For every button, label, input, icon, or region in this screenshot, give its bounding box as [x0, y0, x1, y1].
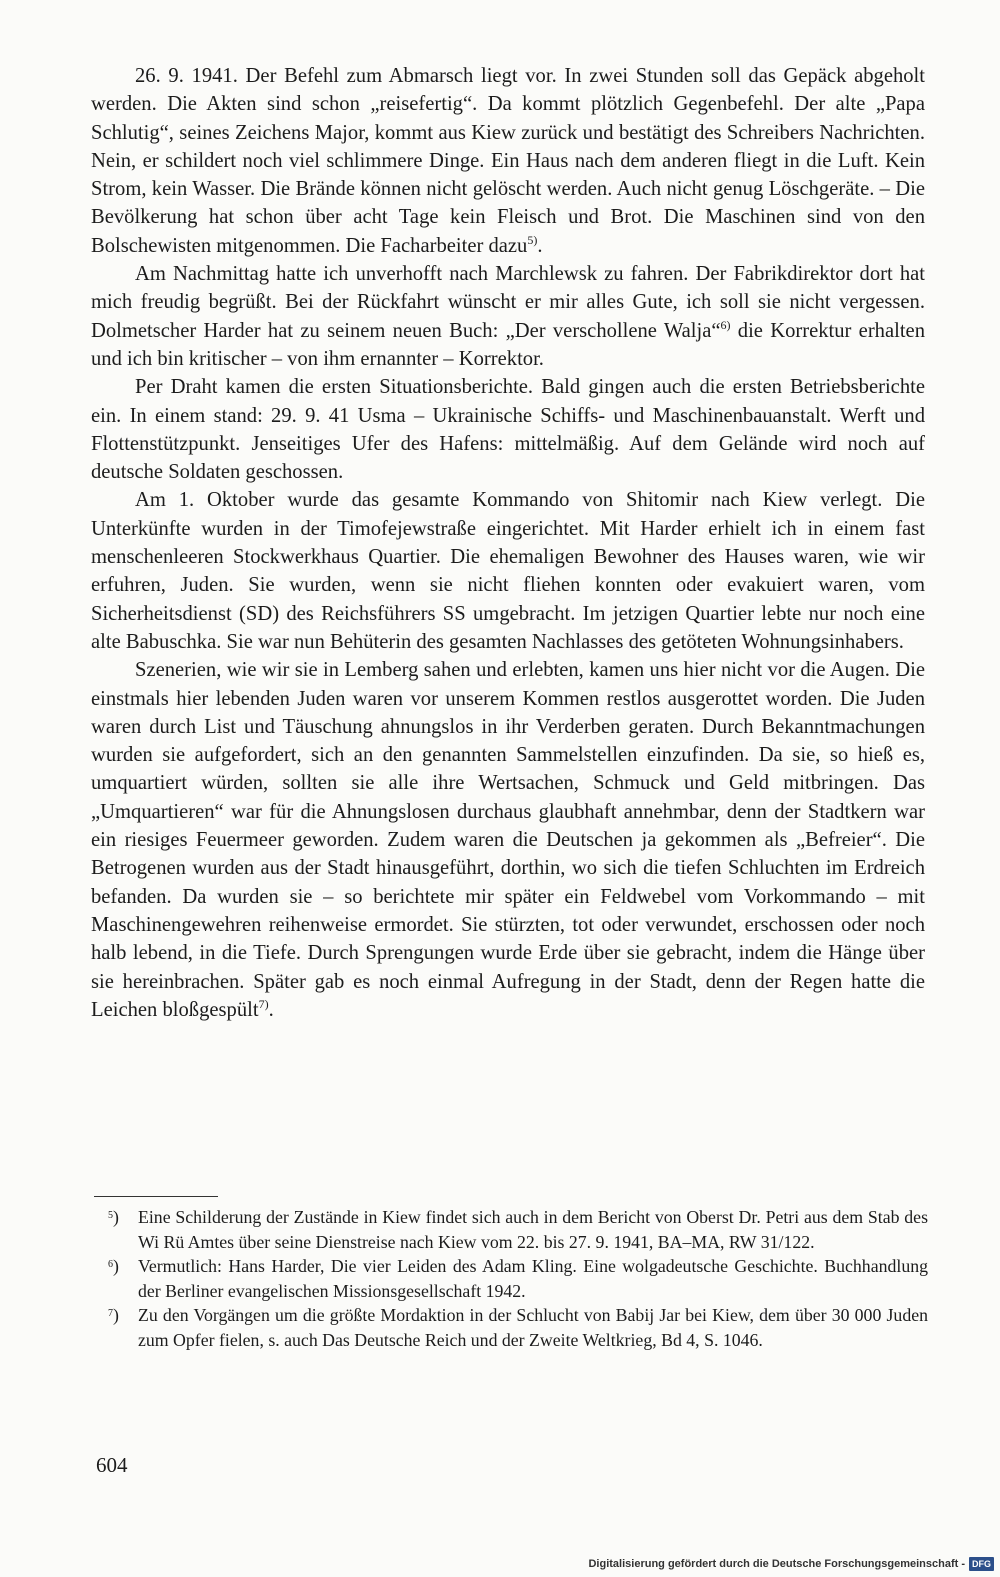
paragraph: [91, 486, 925, 656]
paragraph-text: .: [268, 998, 274, 1021]
footnote-text: Vermutlich: Hans Harder, Die vier Leiden des Adam Kling. Eine wolgadeutsche Geschichte. Buchhandlung der Berliner evangelischen Missionsgesellschaft 1942.: [138, 1256, 928, 1301]
footnote-number: 5: [108, 1210, 113, 1221]
footnote-mark: $^7$): [108, 1305, 119, 1326]
paragraph-text: Am Nachmittag hatte ich unverhofft nach Marchlewsk zu fahren. Der Fabrikdirektor dort hat mich freudig begrüßt. Bei der Rückfahrt wünscht er mir alles Gute, ich soll sie nicht vergessen. Dolmetscher Harder hat zu seinem neuen Buch: „Der verschollene Walja“: [91, 263, 925, 342]
footnote-text: Eine Schilderung der Zustände in Kiew findet sich auch in dem Bericht von Oberst Dr. Petri aus dem Stab des Wi Rü Amtes über seine Dienstreise nach Kiew vom 22. bis 27. 9. 1941, BA–MA, RW 31/122.: [138, 1207, 928, 1252]
footnote: [108, 1303, 928, 1352]
footnote-mark: $^6$): [108, 1256, 119, 1277]
digitization-credit: [588, 1557, 994, 1571]
paragraph-text: Per Draht kamen die ersten Situationsberichte. Bald gingen auch die ersten Betriebsberichte ein. In einem stand: 29. 9. 41 Usma – Ukrainische Schiffs- und Maschinenbauanstalt. Werft und Flottenstützpunkt. Jenseitiges Ufer des Hafens: mittelmäßig. Auf dem Gelände wird noch auf deutsche Soldaten geschossen.: [91, 376, 925, 484]
paragraph: [91, 373, 925, 486]
footnote: [108, 1205, 928, 1254]
footnotes: [108, 1205, 928, 1353]
paragraph-text: .: [537, 234, 543, 257]
paragraph: [91, 260, 925, 373]
footnote-mark: $^5$): [108, 1207, 119, 1227]
footnote: [108, 1254, 928, 1303]
dfg-logo-icon: DFG: [969, 1557, 994, 1571]
paragraph-text: die Korrektur erhalten und ich bin kritischer – von ihm ernannter – Korrektor.: [91, 319, 925, 370]
paragraph-text: Am 1. Oktober wurde das gesamte Kommando von Shitomir nach Kiew verlegt. Die Unterkünfte wurden in der Timofejewstraße eingerichtet. Mit Harder erhielt ich in einem fast menschenleeren Stockwerkhaus Quartier. Die ehemaligen Bewohner des Hauses waren, wie wir erfuhren, Juden. Sie wurden, wenn sie nicht fliehen konnten oder evakuiert waren, vom Sicherheitsdienst (SD) des Reichsführers SS umgebracht. Im jetzigen Quartier lebte nur noch eine alte Babuschka. Sie war nun Behüterin des gesamten Nachlasses des getöteten Wohnungsinhabers.: [91, 489, 925, 653]
footnote-number: 6: [108, 1259, 113, 1271]
footnote-ref[interactable]: 7): [258, 996, 269, 1011]
credit-text: Digitalisierung gefördert durch die Deutsche Forschungsgemeinschaft -: [588, 1558, 965, 1570]
footnote-ref[interactable]: 5): [527, 232, 538, 247]
paragraph-text: 26. 9. 1941. Der Befehl zum Abmarsch liegt vor. In zwei Stunden soll das Gepäck abgeholt werden. Die Akten sind schon „reisefertig“. Da kommt plötzlich Gegenbefehl. Der alte „Papa Schlutig“, seines Zeichens Major, kommt aus Kiew zurück und bestätigt des Schreibers Nachrichten. Nein, er schildert noch viel schlimmere Dinge. Ein Haus nach dem anderen fliegt in die Luft. Kein Strom, kein Wasser. Die Brände können nicht gelöscht werden. Auch nicht genug Löschgeräte. – Die Bevölkerung hat schon über acht Tage kein Fleisch und Brot. Die Maschinen sind von den Bolschewisten mitgenommen. Die Facharbeiter dazu: [91, 65, 925, 257]
body-text: [91, 62, 925, 1024]
page-number: 604: [96, 1453, 128, 1477]
footnote-ref[interactable]: 6): [720, 317, 731, 332]
paragraph: [91, 62, 925, 260]
footnote-number: 7: [108, 1308, 113, 1320]
paragraph-text: Szenerien, wie wir sie in Lemberg sahen und erlebten, kamen uns hier nicht vor die Augen. Die einstmals hier lebenden Juden waren vor unserem Kommen restlos ausgerottet worden. Die Juden waren durch List und Täuschung ahnungslos in ihr Verderben geraten. Durch Bekanntmachungen wurden sie aufgefordert, sich an den genannten Sammelstellen einzufinden. Da sie, so hieß es, umquartiert würden, sollten sie alle ihre Wertsachen, Schmuck und Geld mitbringen. Das „Umquartieren“ war für die Ahnungslosen durchaus glaubhaft annehmbar, denn der Stadtkern war ein riesiges Feuermeer geworden. Zudem waren die Deutschen ja gekommen als „Befreier“. Die Betrogenen wurden aus der Stadt hinausgeführt, dorthin, wo sich die tiefen Schluchten im Erdreich befanden. Da wurden sie – so berichtete mir später ein Feldwebel vom Vorkommando – mit Maschinengewehren reihenweise ermordet. Sie stürzten, tot oder verwundet, erschossen oder noch halb lebend, in die Tiefe. Durch Sprengungen wurde Erde über sie gebracht, indem die Hänge über sie hereinbrachen. Später gab es noch einmal Aufregung in der Stadt, denn der Regen hatte die Leichen bloßgespült: [91, 659, 925, 1021]
paragraph: [91, 656, 925, 1024]
footnote-divider: [94, 1196, 218, 1197]
footnote-text: Zu den Vorgängen um die größte Mordaktion in der Schlucht von Babij Jar bei Kiew, dem über 30 000 Juden zum Opfer fielen, s. auch Das Deutsche Reich und der Zweite Weltkrieg, Bd 4, S. 1046.: [138, 1305, 928, 1350]
